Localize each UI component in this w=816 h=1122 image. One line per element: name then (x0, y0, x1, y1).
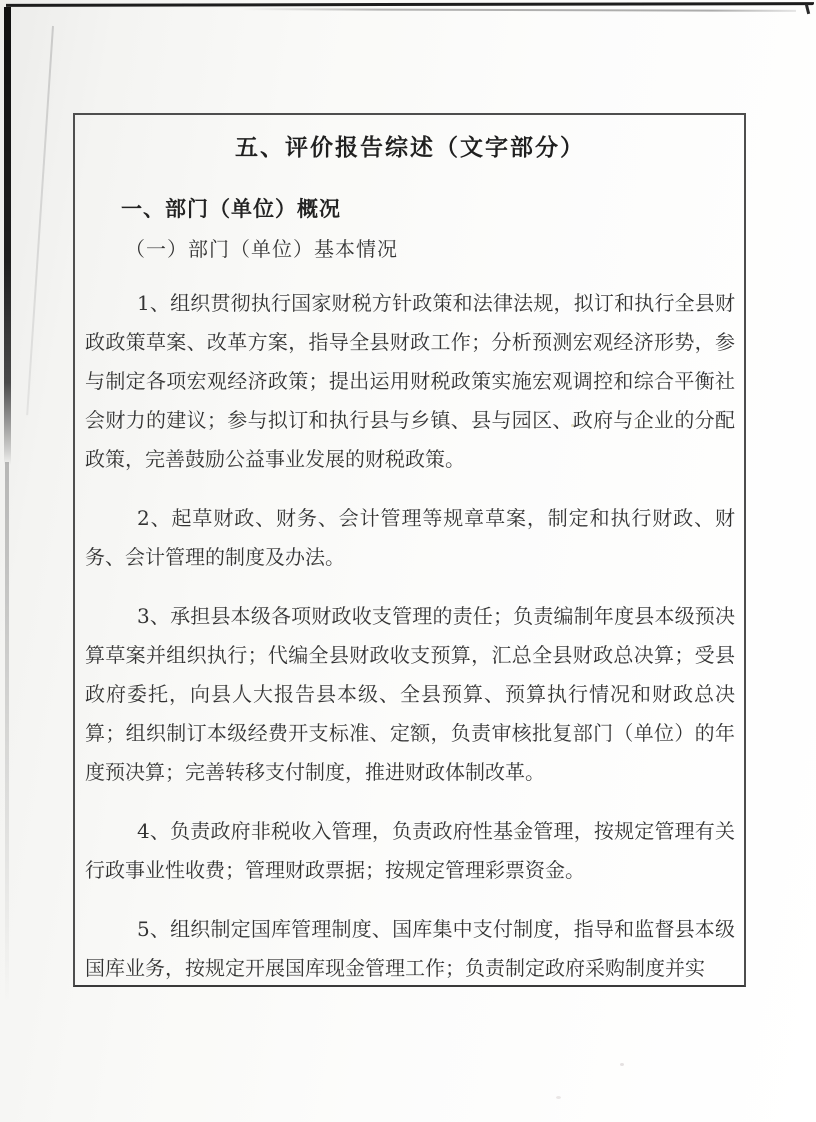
paragraph-2: 2、起草财政、财务、会计管理等规章草案，制定和执行财政、财务、会计管理的制度及办法。 (85, 506, 735, 569)
paragraph-5: 5、组织制定国库管理制度、国库集中支付制度，指导和监督县本级国库业务，按规定开展国库现金管理工作；负责制定政府采购制度并实 (85, 917, 735, 980)
scan-artifact-top-right-bend (805, 4, 810, 14)
scan-artifact-top-echo-line (240, 8, 796, 12)
document-title: 五、评价报告综述（文字部分） (235, 134, 585, 160)
scan-artifact-top-edge (6, 2, 814, 7)
subsection-heading: （一）部门（单位）基本情况 (125, 237, 398, 261)
scan-artifact-speck (620, 1063, 624, 1066)
document-frame (73, 113, 746, 987)
paragraph-1: 1、组织贯彻执行国家财税方针政策和法律法规，拟订和执行全县财政政策草案、改革方案，指导全县财政工作；分析预测宏观经济形势，参与制定各项宏观经济政策；提出运用财税政策实施宏观调控和综合平衡社会财力的建议；参与拟订和执行县与乡镇、县与园区、政府与企业的分配政策，完善鼓励公益事业发展的财税政策。 (85, 291, 735, 471)
scan-artifact-paper-crease (26, 26, 54, 415)
section-heading: 一、部门（单位）概况 (121, 198, 341, 221)
scan-artifact-left-edge (4, 7, 11, 465)
scan-artifact-speck (556, 1096, 561, 1099)
scan-artifact-left-edge-lower (5, 462, 9, 1002)
paragraph-4: 4、负责政府非税收入管理，负责政府性基金管理，按规定管理有关行政事业性收费；管理财政票据；按规定管理彩票资金。 (85, 819, 735, 882)
paragraph-3: 3、承担县本级各项财政收支管理的责任；负责编制年度县本级预决算草案并组织执行；代编全县财政收支预算，汇总全县财政总决算；受县政府委托，向县人大报告县本级、全县预算、预算执行情况和财政总决算；组织制订本级经费开支标准、定额，负责审核批复部门（单位）的年度预决算；完善转移支付制度，推进财政体制改革。 (85, 604, 735, 784)
